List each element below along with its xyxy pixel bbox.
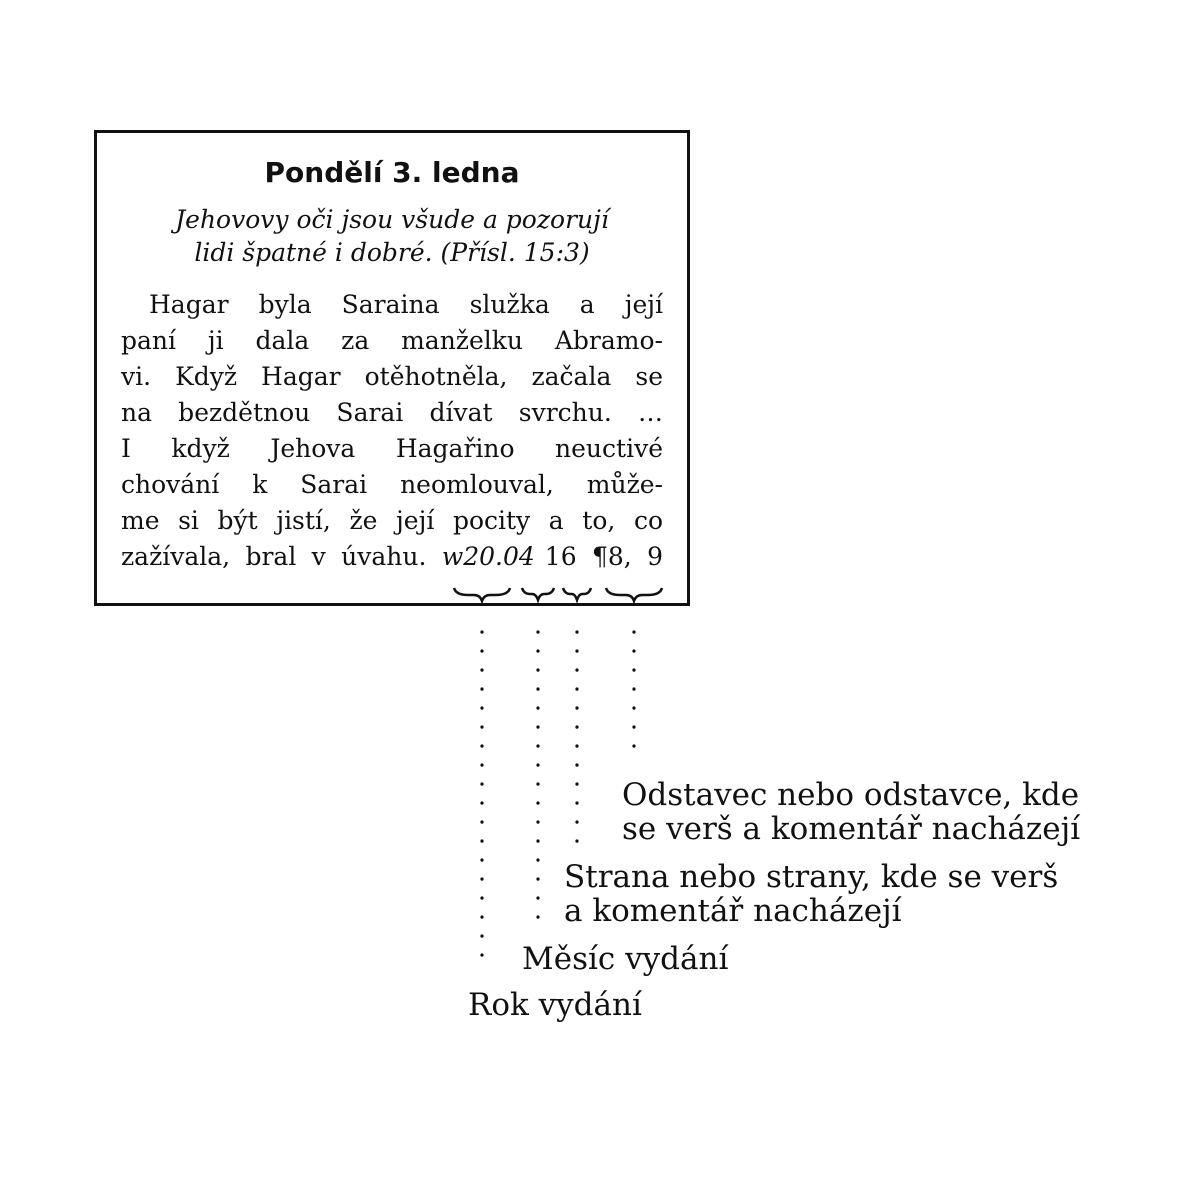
label-page-line-1: Strana nebo strany, kde se verš <box>564 859 1059 895</box>
label-month: Měsíc vydání <box>522 941 729 977</box>
card-content <box>121 155 663 575</box>
daily-verse <box>121 203 663 269</box>
verse-line-2: lidi špatné i dobré. (Přísl. 15:3) <box>194 238 590 267</box>
body-line: vi. Když Hagar otěhotněla, začala se <box>121 362 663 391</box>
day-heading: Pondělí 3. ledna <box>264 156 520 189</box>
reference-month: .04 <box>495 542 535 571</box>
daily-text-card <box>94 130 690 606</box>
verse-line-1: Jehovovy oči jsou všude a pozorují <box>175 205 609 234</box>
body-line: I když Jehova Hagařino neuctivé <box>121 434 663 463</box>
label-paragraph-line-2: se verš a komentář nacházejí <box>622 811 1081 847</box>
label-paragraph <box>622 778 1080 846</box>
body-line: chování k Sarai neomlouval, může- <box>121 470 663 499</box>
body-last-line-text: zažívala, bral v úvahu. <box>121 542 427 571</box>
reference-paragraph: ¶8, 9 <box>591 542 663 571</box>
label-page <box>564 860 1058 928</box>
reference-year: w20 <box>441 542 496 571</box>
body-text <box>121 287 663 575</box>
body-line: paní ji dala za manželku Abramo- <box>121 326 663 355</box>
label-page-line-2: a komentář nacházejí <box>564 893 902 929</box>
body-last-line <box>121 539 663 575</box>
label-paragraph-line-1: Odstavec nebo odstavce, kde <box>622 777 1080 813</box>
label-year: Rok vydání <box>468 987 642 1023</box>
body-line: Hagar byla Saraina služka a její <box>149 290 663 319</box>
body-line: me si být jistí, že její pocity a to, co <box>121 506 663 535</box>
body-line: na bezdětnou Sarai dívat svrchu. … <box>121 398 663 427</box>
reference-page: 16 <box>544 542 577 571</box>
